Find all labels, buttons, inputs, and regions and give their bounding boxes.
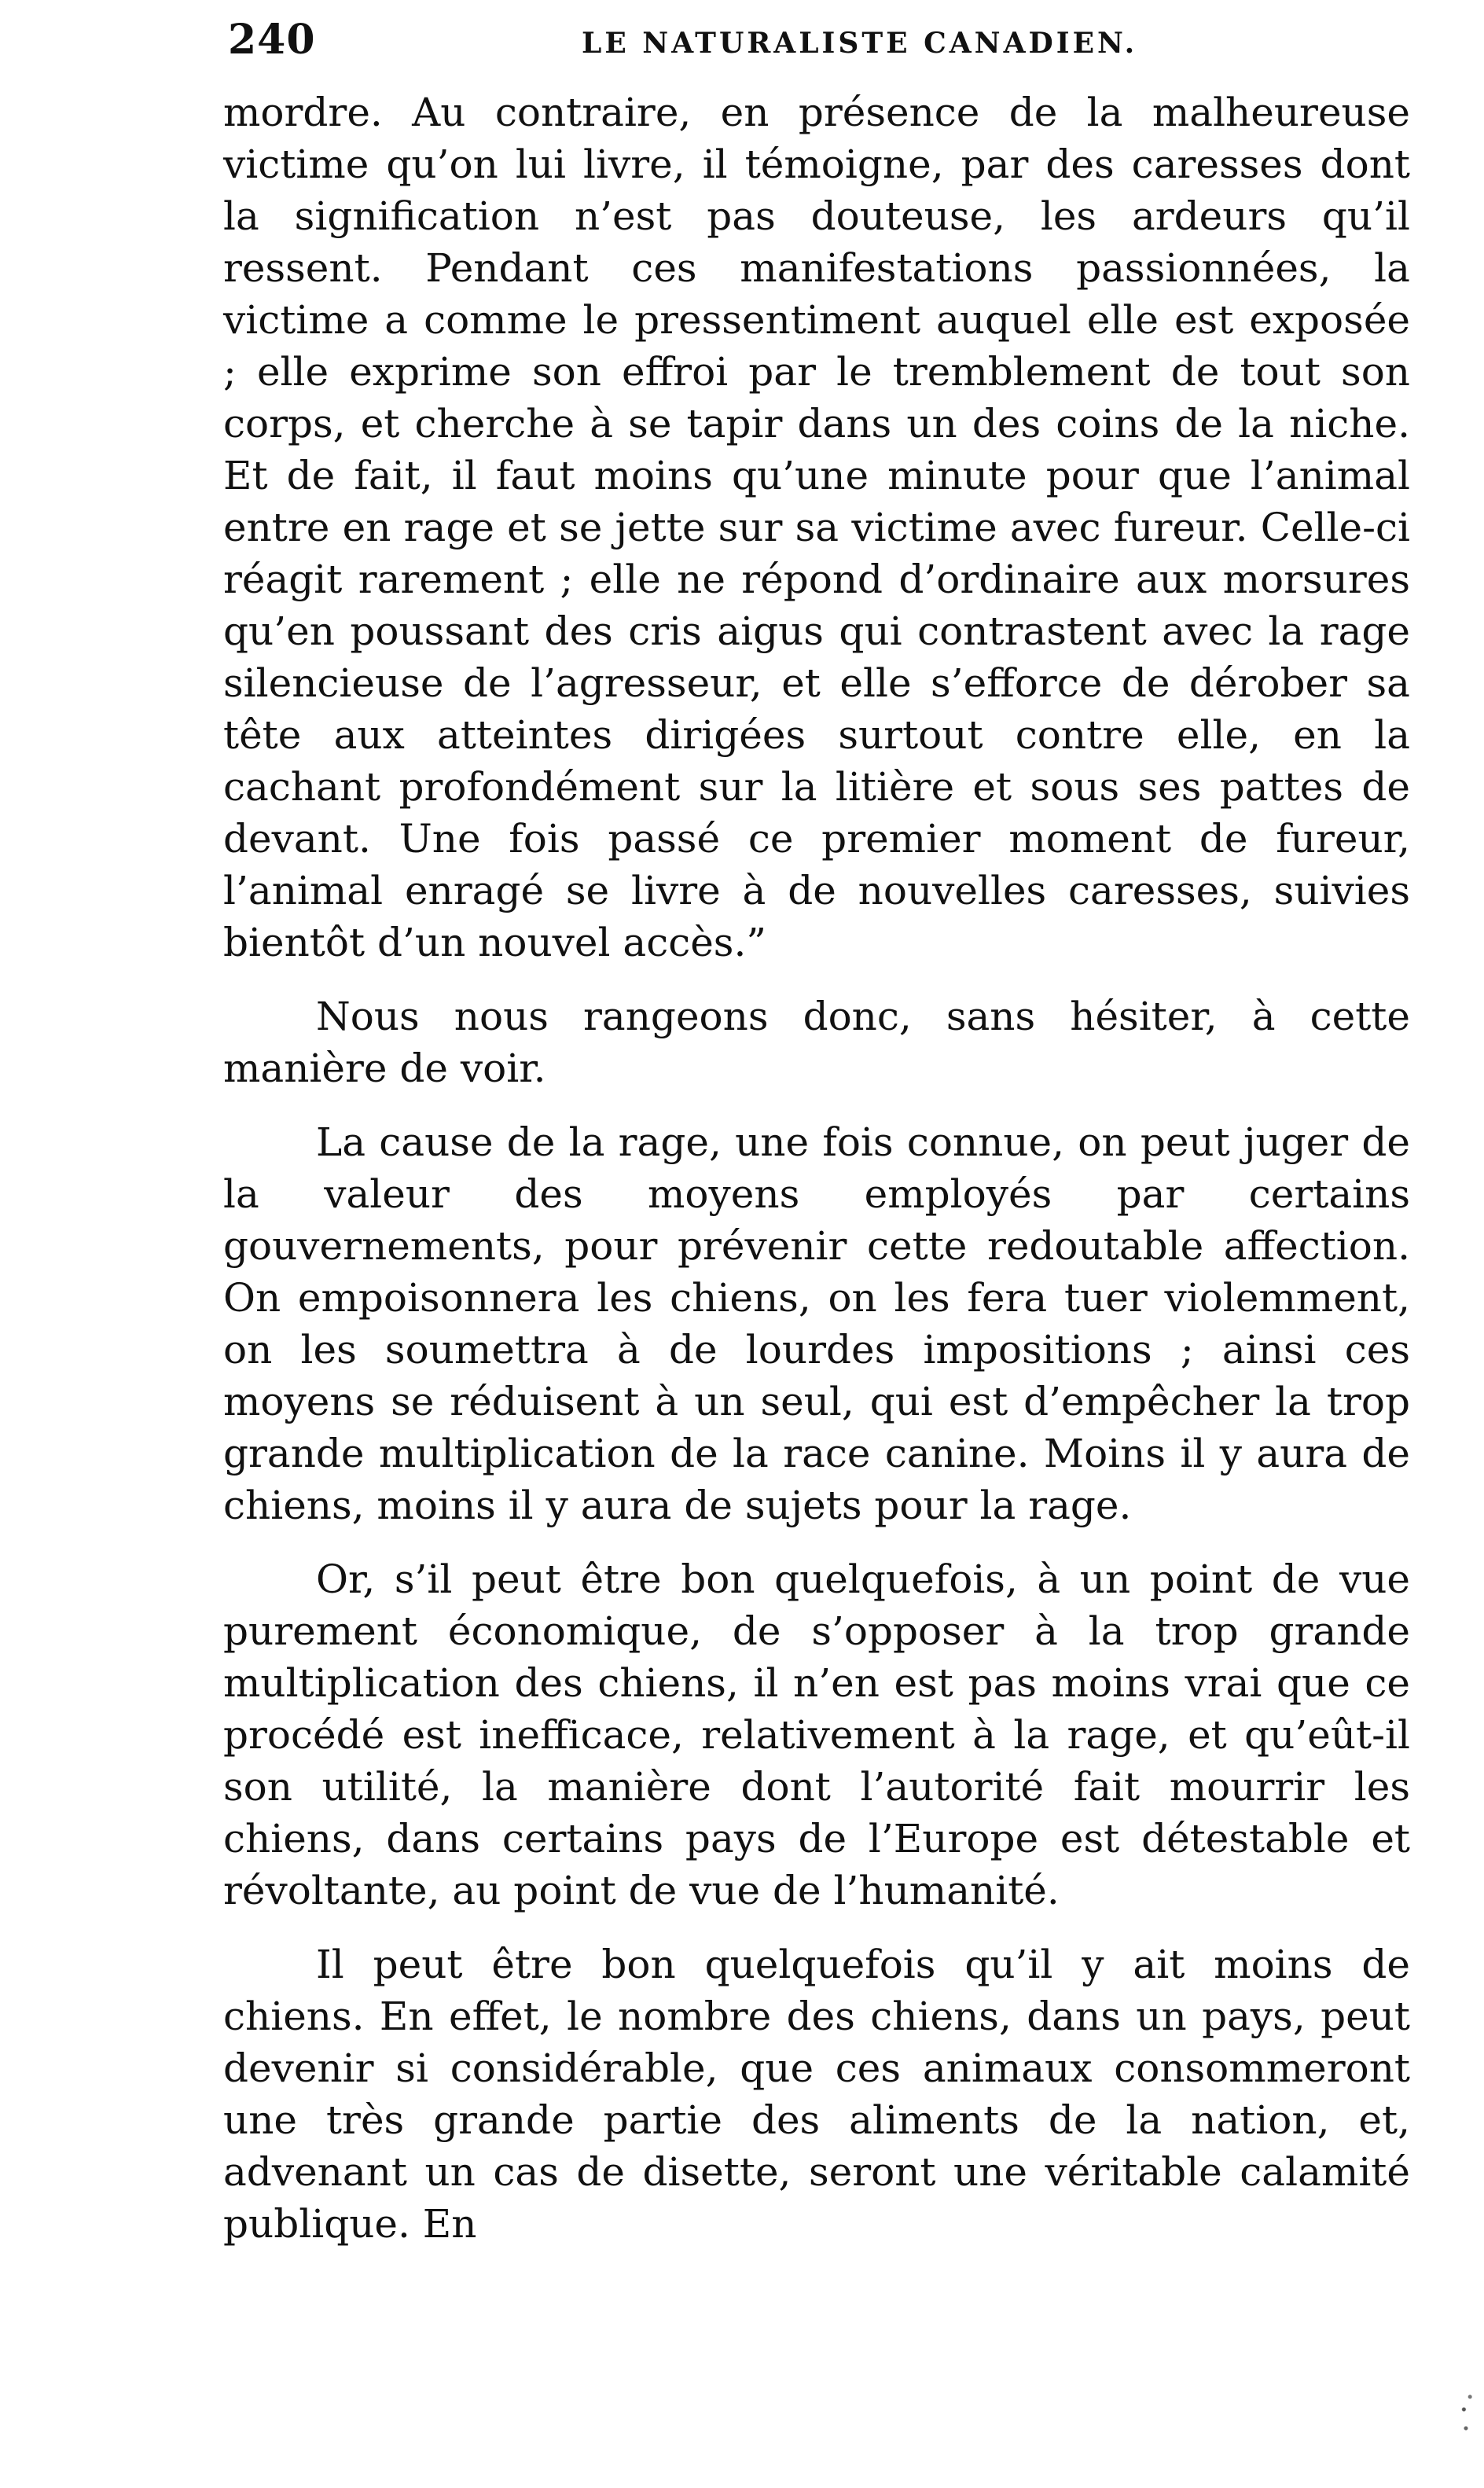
- paragraph: Or, s’il peut être bon quelquefois, à un point de vue purement économique, de s’opposer à la trop grande multiplication des chiens, il n’en est pas moins vrai que ce procédé est inefficace, relativement à la rage, et qu’eût-il son utilité, la manière dont l’autorité fait mourrir les chiens, dans certains pays de l’Europe est détestable et révoltante, au point de vue de l’humanité.: [223, 1556, 1410, 1913]
- paragraph: Il peut être bon quelquefois qu’il y ait moins de chiens. En effet, le nombre des chiens, dans un pays, peut devenir si considérable, que ces animaux consommeront une très grande partie des aliments de la nation, et, advenant un cas de disette, seront une véritable calamité publique. En: [223, 1942, 1410, 2247]
- scan-speck-mark: [1456, 2378, 1476, 2441]
- running-header-title: LE NATURALISTE CANADIEN.: [582, 27, 1138, 60]
- paragraph-continued: mordre. Au contraire, en présence de la malheureuse victime qu’on lui livre, il témoigne, par des caresses dont la signification n’est pas douteuse, les ardeurs qu’il ressent. Pendant ces manifestations passionnées, la victime a comme le pressentiment auquel elle est exposée ; elle exprime son effroi par le tremblement de tout son corps, et cherche à se tapir dans un des coins de la niche. Et de fait, il faut moins qu’une minute pour que l’animal entre en rage et se jette sur sa victime avec fureur. Celle-ci réagit rarement ; elle ne répond d’ordinaire aux morsures qu’en poussant des cris aigus qui contrastent avec la rage silencieuse de l’agresseur, et elle s’efforce de dérober sa tête aux atteintes dirigées surtout contre elle, en la cachant profondément sur la litière et sous ses pattes de devant. Une fois passé ce premier moment de fureur, l’animal enragé se livre à de nouvelles caresses, suivies bientôt d’un nouvel accès.”: [223, 90, 1410, 965]
- page-body: [223, 86, 1410, 2250]
- paragraph: La cause de la rage, une fois connue, on peut juger de la valeur des moyens employés par certains gouvernements, pour prévenir cette redoutable affection. On empoisonnera les chiens, on les fera tuer violemment, on les soumettra à de lourdes impositions ; ainsi ces moyens se réduisent à un seul, qui est d’empêcher la trop grande multiplication de la race canine. Moins il y aura de chiens, moins il y aura de sujets pour la rage.: [223, 1119, 1410, 1528]
- paragraph: Nous nous rangeons donc, sans hésiter, à cette manière de voir.: [223, 994, 1410, 1091]
- page-number: 240: [228, 16, 316, 64]
